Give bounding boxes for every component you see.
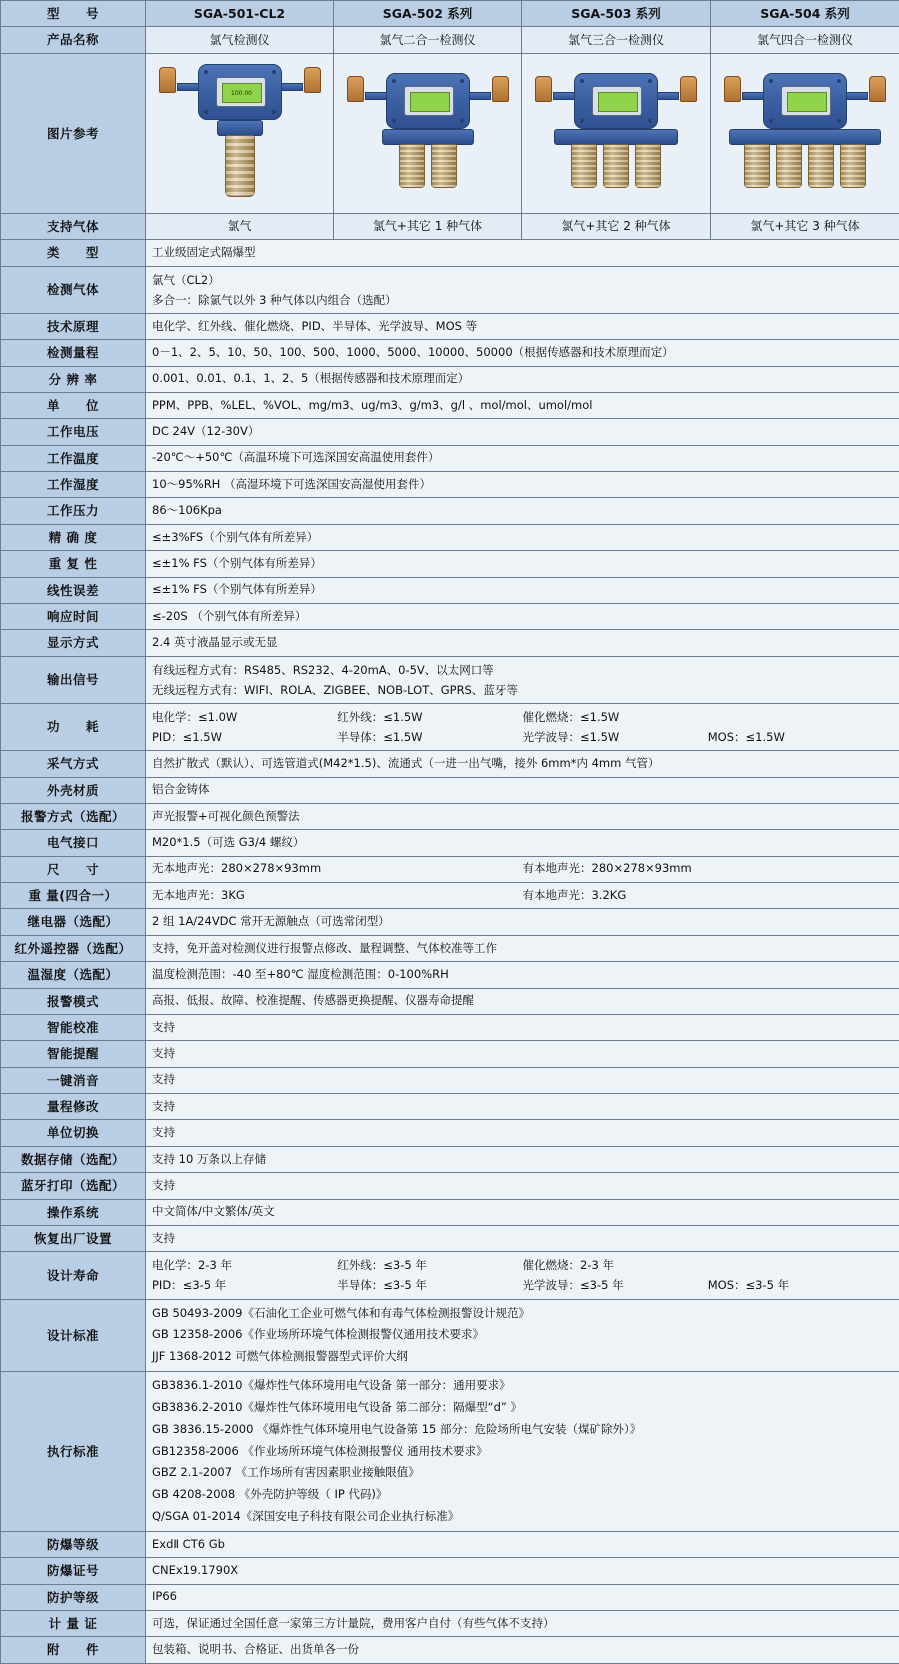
row-value-design-life xyxy=(146,1252,899,1299)
row-value-linearity: ≤±1% FS（个别气体有所差异） xyxy=(146,577,899,603)
row-label-shell: 外壳材质 xyxy=(1,777,146,803)
bolt-icon xyxy=(460,79,464,83)
row-label-voltage: 工作电压 xyxy=(1,419,146,445)
row-label-work-pressure: 工作压力 xyxy=(1,498,146,524)
table-row-temp-humidity xyxy=(1,962,899,988)
row-label-smart-calibration: 智能校准 xyxy=(1,1014,146,1040)
life-catalytic: 催化燃烧：2-3 年 xyxy=(523,1255,708,1275)
bolt-icon xyxy=(392,119,396,123)
row-value-alarm-mode: 高报、低报、故障、校准提醒、传感器更换提醒、仪器寿命提醒 xyxy=(146,988,899,1014)
design-standard-item: JJF 1368-2012 可燃气体检测报警器型式评价大纲 xyxy=(152,1346,893,1368)
row-label-power: 功 耗 xyxy=(1,703,146,750)
table-row-output xyxy=(1,656,899,703)
product-name-3: 氯气三合一检测仪 xyxy=(522,27,711,53)
row-value-detect-gas xyxy=(146,266,899,313)
row-label-range: 检测量程 xyxy=(1,340,146,366)
row-label-unit-switch: 单位切换 xyxy=(1,1120,146,1146)
row-label-ip-grade: 防护等级 xyxy=(1,1584,146,1610)
mount-arm-left xyxy=(365,92,387,100)
alarm-lamp-left xyxy=(535,76,552,102)
row-label-linearity: 线性误差 xyxy=(1,577,146,603)
row-value-bluetooth-print: 支持 xyxy=(146,1173,899,1199)
support-gas-4: 氯气+其它 3 种气体 xyxy=(711,213,899,239)
model-col-4: SGA-504 系列 xyxy=(711,1,899,27)
row-value-design-standard xyxy=(146,1299,899,1372)
device-image-3 xyxy=(522,53,711,213)
support-gas-3: 氯气+其它 2 种气体 xyxy=(522,213,711,239)
detector-illustration-single xyxy=(198,64,282,197)
row-label-detect-gas: 检测气体 xyxy=(1,266,146,313)
row-label-sampling: 采气方式 xyxy=(1,751,146,777)
table-row-data-storage xyxy=(1,1146,899,1172)
row-value-work-temp: -20℃～+50℃（高温环境下可选深国安高温使用套件） xyxy=(146,445,899,471)
bolt-icon xyxy=(460,119,464,123)
bolt-icon xyxy=(272,110,276,114)
row-label-type: 类 型 xyxy=(1,240,146,266)
mount-arm-left xyxy=(742,92,764,100)
row-value-smart-calibration: 支持 xyxy=(146,1014,899,1040)
table-row-sampling xyxy=(1,751,899,777)
alarm-lamp-right xyxy=(492,76,509,102)
mount-arm-left xyxy=(177,83,199,91)
row-label-os: 操作系统 xyxy=(1,1199,146,1225)
bolt-icon xyxy=(272,70,276,74)
row-value-ex-grade: ExdⅡ CT6 Gb xyxy=(146,1531,899,1557)
detector-head xyxy=(386,73,470,129)
mount-arm-left xyxy=(553,92,575,100)
table-row-image-reference xyxy=(1,53,899,213)
row-value-principle: 电化学、红外线、催化燃烧、PID、半导体、光学波导、MOS 等 xyxy=(146,313,899,339)
row-value-output xyxy=(146,656,899,703)
power-semiconductor: 半导体：≤1.5W xyxy=(337,727,522,747)
sensor-probe xyxy=(571,144,597,188)
row-value-ip-grade: IP66 xyxy=(146,1584,899,1610)
row-value-accessories: 包装箱、说明书、合格证、出货单各一份 xyxy=(146,1637,899,1663)
lcd-reading xyxy=(410,92,450,112)
table-row-weight xyxy=(1,883,899,909)
detector-display xyxy=(404,86,454,116)
bolt-icon xyxy=(580,119,584,123)
row-label-alarm-mode: 报警模式 xyxy=(1,988,146,1014)
bolt-icon xyxy=(204,110,208,114)
row-label-exec-standard: 执行标准 xyxy=(1,1372,146,1532)
table-row-design-standard xyxy=(1,1299,899,1372)
table-row-principle xyxy=(1,313,899,339)
life-blank xyxy=(708,1255,893,1275)
row-label-work-humidity: 工作湿度 xyxy=(1,472,146,498)
table-row-one-key-mute xyxy=(1,1067,899,1093)
lcd-reading: 100.00 xyxy=(222,83,262,103)
row-label-output: 输出信号 xyxy=(1,656,146,703)
table-row-bluetooth-print xyxy=(1,1173,899,1199)
row-label-design-standard: 设计标准 xyxy=(1,1299,146,1372)
bolt-icon xyxy=(769,79,773,83)
power-electrochemical: 电化学：≤1.0W xyxy=(152,707,337,727)
power-catalytic: 催化燃烧：≤1.5W xyxy=(523,707,708,727)
table-row-model xyxy=(1,1,899,27)
row-value-work-pressure: 86～106Kpa xyxy=(146,498,899,524)
row-label-data-storage: 数据存储（选配） xyxy=(1,1146,146,1172)
table-row-work-temp xyxy=(1,445,899,471)
row-label-resolution: 分 辨 率 xyxy=(1,366,146,392)
row-label-bluetooth-print: 蓝牙打印（选配） xyxy=(1,1173,146,1199)
row-label-work-temp: 工作温度 xyxy=(1,445,146,471)
table-row-alarm-mode xyxy=(1,988,899,1014)
row-label-unit: 单 位 xyxy=(1,392,146,418)
power-row-2 xyxy=(152,727,893,747)
weight-without-alarm: 无本地声光：3KG xyxy=(152,887,523,905)
table-row-electrical-port xyxy=(1,830,899,856)
life-semiconductor: 半导体：≤3-5 年 xyxy=(337,1275,522,1295)
bolt-icon xyxy=(837,79,841,83)
design-life-row-2 xyxy=(152,1275,893,1295)
row-value-accuracy: ≤±3%FS（个别气体有所差异） xyxy=(146,524,899,550)
life-mos: MOS：≤3-5 年 xyxy=(708,1275,893,1295)
row-value-weight xyxy=(146,883,899,909)
table-row-size xyxy=(1,856,899,882)
row-label-alarm-mode-optional: 报警方式（选配） xyxy=(1,803,146,829)
sensor-probe xyxy=(431,144,457,188)
row-value-range-modify: 支持 xyxy=(146,1094,899,1120)
sensor-probe-group xyxy=(382,144,474,188)
table-row-repeatability xyxy=(1,551,899,577)
life-infrared: 红外线：≤3-5 年 xyxy=(337,1255,522,1275)
bolt-icon xyxy=(648,119,652,123)
detector-head xyxy=(574,73,658,129)
row-label-metrology-cert: 计 量 证 xyxy=(1,1611,146,1637)
weight-with-alarm: 有本地声光：3.2KG xyxy=(523,887,894,905)
alarm-lamp-right xyxy=(869,76,886,102)
detector-manifold xyxy=(554,129,678,145)
table-row-ip-grade xyxy=(1,1584,899,1610)
row-label-ex-cert-no: 防爆证号 xyxy=(1,1558,146,1584)
row-label-size: 尺 寸 xyxy=(1,856,146,882)
table-row-work-humidity xyxy=(1,472,899,498)
bolt-icon xyxy=(837,119,841,123)
table-row-type xyxy=(1,240,899,266)
support-gas-2: 氯气+其它 1 种气体 xyxy=(334,213,522,239)
table-row-ir-remote xyxy=(1,935,899,961)
row-value-temp-humidity: 温度检测范围：-40 至+80℃ 湿度检测范围：0-100%RH xyxy=(146,962,899,988)
design-standard-item: GB 50493-2009《石油化工企业可燃气体和有毒气体检测报警设计规范》 xyxy=(152,1303,893,1325)
table-row-smart-calibration xyxy=(1,1014,899,1040)
table-row-response xyxy=(1,603,899,629)
table-row-unit-switch xyxy=(1,1120,899,1146)
sensor-probe xyxy=(635,144,661,188)
table-row-unit xyxy=(1,392,899,418)
row-label-model: 型 号 xyxy=(1,1,146,27)
detector-neck xyxy=(217,120,263,136)
row-label-product-name: 产品名称 xyxy=(1,27,146,53)
mount-arm-right xyxy=(281,83,303,91)
detector-manifold xyxy=(382,129,474,145)
alarm-lamp-left xyxy=(724,76,741,102)
row-label-relay: 继电器（选配） xyxy=(1,909,146,935)
sensor-probe xyxy=(399,144,425,188)
row-label-ir-remote: 红外遥控器（选配） xyxy=(1,935,146,961)
table-row-accessories xyxy=(1,1637,899,1663)
sensor-probe xyxy=(840,144,866,188)
bolt-icon xyxy=(648,79,652,83)
exec-standard-item: GB 3836.15-2000 《爆炸性气体环境用电气设备第 15 部分：危险场所电气安装（煤矿除外）》 xyxy=(152,1419,893,1441)
product-name-4: 氯气四合一检测仪 xyxy=(711,27,899,53)
bolt-icon xyxy=(580,79,584,83)
sensor-probe-group xyxy=(554,144,678,188)
alarm-lamp-right xyxy=(680,76,697,102)
table-row-voltage xyxy=(1,419,899,445)
detector-display xyxy=(216,77,266,107)
table-row-ex-grade xyxy=(1,1531,899,1557)
row-value-shell: 铝合金铸体 xyxy=(146,777,899,803)
power-infrared: 红外线：≤1.5W xyxy=(337,707,522,727)
table-row-display xyxy=(1,630,899,656)
detect-gas-line-1: 氯气（CL2） xyxy=(152,270,893,290)
row-value-unit: PPM、PPB、%LEL、%VOL、mg/m3、ug/m3、g/m3、g/l 、mol/mol、umol/mol xyxy=(146,392,899,418)
row-value-smart-reminder: 支持 xyxy=(146,1041,899,1067)
row-label-design-life: 设计寿命 xyxy=(1,1252,146,1299)
lcd-reading xyxy=(787,92,827,112)
row-value-repeatability: ≤±1% FS（个别气体有所差异） xyxy=(146,551,899,577)
row-value-voltage: DC 24V（12-30V） xyxy=(146,419,899,445)
support-gas-1: 氯气 xyxy=(146,213,334,239)
sensor-probe xyxy=(744,144,770,188)
sensor-probe xyxy=(225,135,255,197)
row-label-support-gas: 支持气体 xyxy=(1,213,146,239)
table-row-range-modify xyxy=(1,1094,899,1120)
row-value-range: 0－1、2、5、10、50、100、500、1000、5000、10000、50000（根据传感器和技术原理而定） xyxy=(146,340,899,366)
row-value-resolution: 0.001、0.01、0.1、1、2、5（根据传感器和技术原理而定） xyxy=(146,366,899,392)
row-value-alarm-mode-optional: 声光报警+可视化颜色预警法 xyxy=(146,803,899,829)
table-row-support-gas xyxy=(1,213,899,239)
sensor-probe-group xyxy=(729,144,881,188)
alarm-lamp-left xyxy=(347,76,364,102)
row-value-one-key-mute: 支持 xyxy=(146,1067,899,1093)
mount-arm-right xyxy=(469,92,491,100)
model-col-2: SGA-502 系列 xyxy=(334,1,522,27)
exec-standard-item: GBZ 2.1-2007 《工作场所有害因素职业接触限值》 xyxy=(152,1462,893,1484)
power-mos: MOS：≤1.5W xyxy=(708,727,893,747)
alarm-lamp-left xyxy=(159,67,176,93)
row-value-size xyxy=(146,856,899,882)
bolt-icon xyxy=(769,119,773,123)
size-with-alarm: 有本地声光：280×278×93mm xyxy=(523,860,894,878)
row-value-data-storage: 支持 10 万条以上存储 xyxy=(146,1146,899,1172)
row-label-accessories: 附 件 xyxy=(1,1637,146,1663)
row-value-response: ≤-20S （个别气体有所差异） xyxy=(146,603,899,629)
device-image-4 xyxy=(711,53,899,213)
detector-display xyxy=(781,86,831,116)
table-row-shell xyxy=(1,777,899,803)
row-label-electrical-port: 电气接口 xyxy=(1,830,146,856)
life-electrochemical: 电化学：2-3 年 xyxy=(152,1255,337,1275)
bolt-icon xyxy=(392,79,396,83)
row-value-display: 2.4 英寸液晶显示或无显 xyxy=(146,630,899,656)
table-row-smart-reminder xyxy=(1,1041,899,1067)
row-value-sampling: 自然扩散式（默认）、可选管道式(M42*1.5)、流通式（一进一出气嘴，接外 6mm*内 4mm 气管） xyxy=(146,751,899,777)
detector-head xyxy=(763,73,847,129)
detector-illustration-dual xyxy=(382,73,474,188)
alarm-lamp-right xyxy=(304,67,321,93)
device-image-1 xyxy=(146,53,334,213)
row-value-ir-remote: 支持，免开盖对检测仪进行报警点修改、量程调整、气体校准等工作 xyxy=(146,935,899,961)
detect-gas-line-2: 多合一：除氯气以外 3 种气体以内组合（选配） xyxy=(152,290,893,310)
exec-standard-item: Q/SGA 01-2014《深国安电子科技有限公司企业执行标准》 xyxy=(152,1506,893,1528)
table-row-resolution xyxy=(1,366,899,392)
row-label-accuracy: 精 确 度 xyxy=(1,524,146,550)
row-value-relay: 2 组 1A/24VDC 常开无源触点（可选常闭型） xyxy=(146,909,899,935)
table-row-metrology-cert xyxy=(1,1611,899,1637)
row-label-principle: 技术原理 xyxy=(1,313,146,339)
table-row-work-pressure xyxy=(1,498,899,524)
life-optical: 光学波导：≤3-5 年 xyxy=(523,1275,708,1295)
row-label-factory-reset: 恢复出厂设置 xyxy=(1,1225,146,1251)
sensor-probe xyxy=(776,144,802,188)
detector-display xyxy=(592,86,642,116)
row-label-ex-grade: 防爆等级 xyxy=(1,1531,146,1557)
row-value-electrical-port: M20*1.5（可选 G3/4 螺纹） xyxy=(146,830,899,856)
table-row-detect-gas xyxy=(1,266,899,313)
table-row-range xyxy=(1,340,899,366)
table-row-ex-cert-no xyxy=(1,1558,899,1584)
row-label-response: 响应时间 xyxy=(1,603,146,629)
sensor-probe xyxy=(808,144,834,188)
model-col-1: SGA-501-CL2 xyxy=(146,1,334,27)
table-row-product-name xyxy=(1,27,899,53)
product-name-2: 氯气二合一检测仪 xyxy=(334,27,522,53)
output-line-wireless: 无线远程方式有：WIFI、ROLA、ZIGBEE、NOB-LOT、GPRS、蓝牙等 xyxy=(152,680,893,700)
table-row-alarm-mode-optional xyxy=(1,803,899,829)
row-label-range-modify: 量程修改 xyxy=(1,1094,146,1120)
row-label-repeatability: 重 复 性 xyxy=(1,551,146,577)
row-label-display: 显示方式 xyxy=(1,630,146,656)
exec-standard-item: GB3836.2-2010《爆炸性气体环境用电气设备 第二部分：隔爆型“d” 》 xyxy=(152,1397,893,1419)
exec-standard-item: GB3836.1-2010《爆炸性气体环境用电气设备 第一部分：通用要求》 xyxy=(152,1375,893,1397)
product-name-1: 氯气检测仪 xyxy=(146,27,334,53)
model-col-3: SGA-503 系列 xyxy=(522,1,711,27)
row-value-type: 工业级固定式隔爆型 xyxy=(146,240,899,266)
table-row-os xyxy=(1,1199,899,1225)
row-label-one-key-mute: 一键消音 xyxy=(1,1067,146,1093)
device-image-2 xyxy=(334,53,522,213)
row-value-exec-standard xyxy=(146,1372,899,1532)
mount-arm-right xyxy=(846,92,868,100)
row-label-image-reference: 图片参考 xyxy=(1,53,146,213)
detector-illustration-quad xyxy=(729,73,881,188)
size-without-alarm: 无本地声光：280×278×93mm xyxy=(152,860,523,878)
row-value-work-humidity: 10～95%RH （高湿环境下可选深国安高湿使用套件） xyxy=(146,472,899,498)
design-standard-item: GB 12358-2006《作业场所环境气体检测报警仪通用技术要求》 xyxy=(152,1324,893,1346)
row-value-unit-switch: 支持 xyxy=(146,1120,899,1146)
table-row-power xyxy=(1,703,899,750)
table-row-design-life xyxy=(1,1252,899,1299)
life-pid: PID：≤3-5 年 xyxy=(152,1275,337,1295)
row-value-factory-reset: 支持 xyxy=(146,1225,899,1251)
power-optical: 光学波导：≤1.5W xyxy=(523,727,708,747)
exec-standard-item: GB 4208-2008 《外壳防护等级（ IP 代码)》 xyxy=(152,1484,893,1506)
row-label-temp-humidity: 温湿度（选配） xyxy=(1,962,146,988)
table-row-linearity xyxy=(1,577,899,603)
design-life-row-1 xyxy=(152,1255,893,1275)
row-value-os: 中文简体/中文繁体/英文 xyxy=(146,1199,899,1225)
mount-arm-right xyxy=(657,92,679,100)
lcd-reading xyxy=(598,92,638,112)
row-label-smart-reminder: 智能提醒 xyxy=(1,1041,146,1067)
power-pid: PID：≤1.5W xyxy=(152,727,337,747)
row-value-metrology-cert: 可选，保证通过全国任意一家第三方计量院，费用客户自付（有些气体不支持） xyxy=(146,1611,899,1637)
output-line-wired: 有线远程方式有：RS485、RS232、4-20mA、0-5V、以太网口等 xyxy=(152,660,893,680)
table-row-accuracy xyxy=(1,524,899,550)
bolt-icon xyxy=(204,70,208,74)
power-row-1 xyxy=(152,707,893,727)
detector-manifold xyxy=(729,129,881,145)
sensor-probe xyxy=(603,144,629,188)
power-blank xyxy=(708,707,893,727)
table-row-factory-reset xyxy=(1,1225,899,1251)
detector-head xyxy=(198,64,282,120)
detector-illustration-triple xyxy=(554,73,678,188)
table-row-exec-standard xyxy=(1,1372,899,1532)
row-value-ex-cert-no: CNEx19.1790X xyxy=(146,1558,899,1584)
exec-standard-item: GB12358-2006 《作业场所环境气体检测报警仪 通用技术要求》 xyxy=(152,1441,893,1463)
row-label-weight: 重 量(四合一） xyxy=(1,883,146,909)
table-row-relay xyxy=(1,909,899,935)
row-value-power xyxy=(146,703,899,750)
